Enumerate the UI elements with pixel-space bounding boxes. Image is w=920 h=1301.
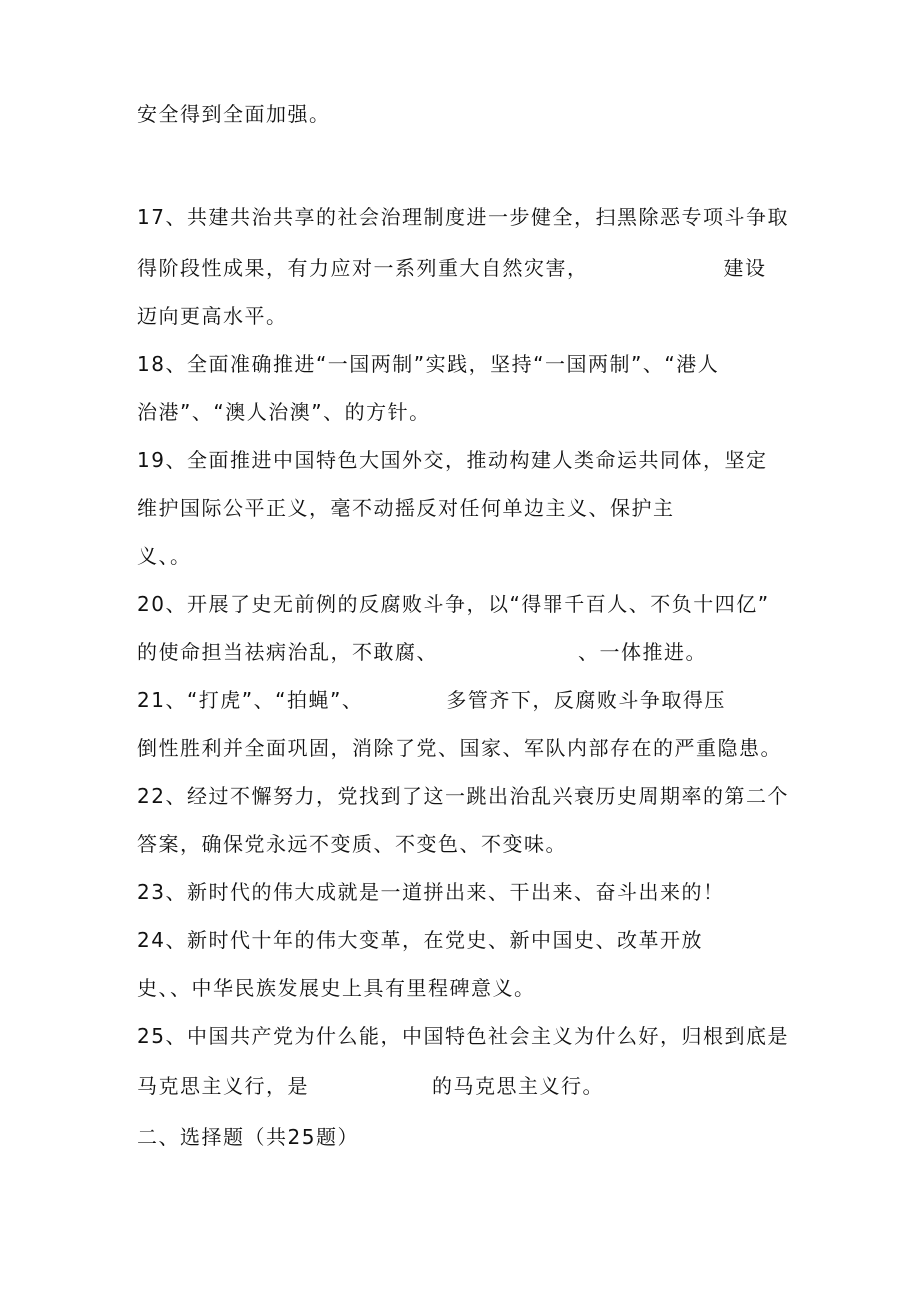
item-19-line-3: 义、。 — [137, 544, 192, 568]
item-17-line-3: 迈向更高水平。 — [137, 304, 288, 328]
item-20-line-1: 20、开展了史无前例的反腐败斗争，以“得罪千百人、不负十四亿” — [137, 592, 770, 616]
item-21-line-2: 倒性胜利并全面巩固，消除了党、国家、军队内部存在的严重隐患。 — [137, 736, 782, 760]
item-17-line-1: 17、共建共治共享的社会治理制度进一步健全，扫黑除恶专项斗争取 — [137, 205, 789, 229]
item-19-line-2: 维护国际公平正义，毫不动摇反对任何单边主义、保护主 — [137, 496, 675, 520]
item-25-line-1: 25、中国共产党为什么能，中国特色社会主义为什么好，归根到底是 — [137, 1024, 789, 1048]
text-line-continuation: 安全得到全面加强。 — [137, 102, 331, 126]
item-17-line-2: 得阶段性成果，有力应对一系列重大自然灾害， 建设 — [137, 256, 767, 280]
item-18-line-2: 治港”、“澳人治澳”、的方针。 — [137, 400, 431, 424]
item-23-line-1: 23、新时代的伟大成就是一道拼出来、干出来、奋斗出来的！ — [137, 880, 725, 904]
item-18-line-1: 18、全面准确推进“一国两制”实践，坚持“一国两制”、“港人 — [137, 352, 720, 376]
item-24-line-2: 史、、中华民族发展史上具有里程碑意义。 — [137, 976, 536, 1000]
item-21-line-1: 21、“打虎”、“拍蝇”、 多管齐下，反腐败斗争取得压 — [137, 688, 726, 712]
section-heading: 二、选择题（共25题） — [137, 1125, 359, 1149]
item-24-line-1: 24、新时代十年的伟大变革，在党史、新中国史、改革开放 — [137, 928, 703, 952]
item-22-line-2: 答案，确保党永远不变质、不变色、不变味。 — [137, 832, 567, 856]
item-20-line-2: 的使命担当祛病治乱，不敢腐、 、一体推进。 — [137, 640, 707, 664]
item-25-line-2: 马克思主义行，是 的马克思主义行。 — [137, 1074, 604, 1098]
item-22-line-1: 22、经过不懈努力，党找到了这一跳出治乱兴衰历史周期率的第二个 — [137, 784, 789, 808]
item-19-line-1: 19、全面推进中国特色大国外交，推动构建人类命运共同体，坚定 — [137, 448, 768, 472]
